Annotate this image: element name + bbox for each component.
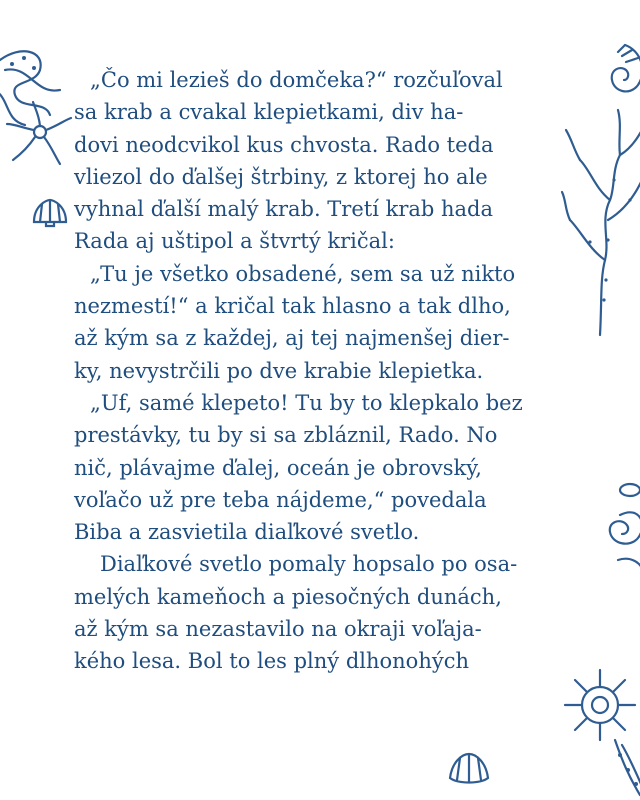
- text-line: prestávky, tu by si sa zbláznil, Rado. No: [74, 423, 498, 448]
- shell-icon: [30, 196, 70, 228]
- text-line: nič, plávajme ďalej, oceán je obrovský,: [74, 455, 482, 480]
- text-line: ky, nevystrčili po dve krabie klepietka.: [74, 358, 484, 383]
- text-line: kého lesa. Bol to les plný dlhonohých: [74, 649, 470, 674]
- text-line: Biba a zasvietila diaľkové svetlo.: [74, 520, 420, 545]
- text-line: vyhnal ďalší malý krab. Tretí krab hada: [74, 197, 494, 222]
- text-line: „Čo mi lezieš do domčeka?“ rozčuľoval: [90, 68, 503, 92]
- snail-shell-icon: [590, 470, 640, 580]
- starfish-icon: [5, 100, 75, 170]
- clam-icon: [446, 748, 492, 788]
- story-text: [74, 64, 574, 678]
- text-line: dovi neodcvikol kus chvosta. Rado teda: [74, 132, 494, 157]
- text-line: nezmestí!“ a kričal tak hlasno a tak dlho,: [74, 294, 511, 319]
- text-line: voľačo už pre teba nájdeme,“ povedala: [74, 487, 487, 512]
- text-line: sa krab a cvakal klepietkami, div ha-: [74, 100, 464, 125]
- text-line: až kým sa z každej, aj tej najmenšej dier-: [74, 326, 510, 351]
- text-line: Rada aj uštipol a štvrtý kričal:: [74, 229, 395, 254]
- snail-shell-icon: [600, 40, 640, 100]
- text-line: Diaľkové svetlo pomaly hopsalo po osa-: [100, 552, 518, 577]
- text-line: melých kameňoch a piesočných dunách,: [74, 584, 502, 609]
- text-line: „Uf, samé klepeto! Tu by to klepkalo bez: [90, 390, 523, 415]
- text-line: až kým sa nezastavilo na okraji voľaja-: [74, 617, 482, 642]
- text-line: „Tu je všetko obsadené, sem sa už nikto: [90, 261, 516, 286]
- text-line: vliezol do ďalšej štrbiny, z ktorej ho ale: [74, 164, 488, 189]
